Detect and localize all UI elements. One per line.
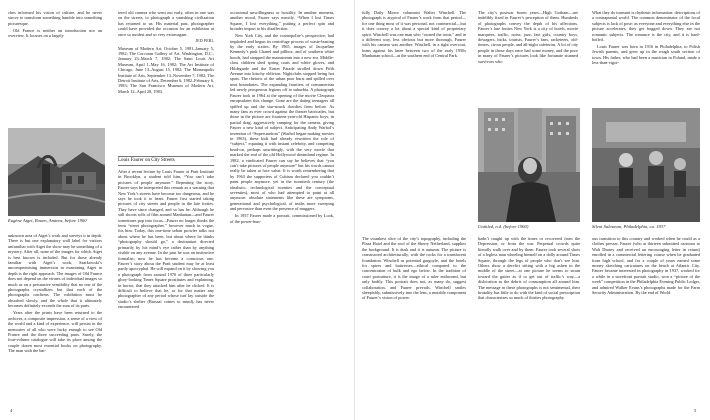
caption-title: Rouen, Amiens (34, 218, 63, 223)
page-gutter (354, 0, 355, 420)
section-title: Louis Faurer on City Streets (118, 158, 175, 163)
left-col1-top (8, 10, 102, 38)
caption-silent-salesman (592, 224, 665, 229)
paragraph: unknown area of Atget’s work and surveys it in depth. There is but one explanatory wall label for visitors unfamiliar with Atget the show may be something of a mystery. After all, none of the images for which Atget is best known is included. But for those already familiar with Atget’s work, Szarkowski’s uncompromising immersion in examining Atget in depth is the right approach. The images of Old France does not depend on the virtues of individual images so much as on a persuasive sensibility that no one of the photographs crystallizes but that each of the photographs confirms. The exhibition must be absorbed slowly, and the whole that it ultimately becomes definitely exceeds the sum of its parts. (8, 233, 102, 309)
paragraph: ous transition to this country and worked when he could as a clothes presser. Faurer (who at thirteen submitted cartoons to Walt Disney and received an encouraging letter in return) enrolled in a commercial lettering course when he graduated from high school, and for a couple of years earned some money sketching caricatures on the beach at Atlantic City. Faurer became interested in photography in 1937, worked for a while in a storefront portrait studio, won a “picture of the week” competition in the Philadelphia Evening Public Ledger, and admired Walker Evans’s photographs made for the Farm Security Administration. By the end of World (592, 236, 700, 296)
caption-label: Eugène Atget, (8, 218, 35, 223)
left-col2-bottom (118, 169, 214, 405)
page-number-left: 4 (10, 408, 13, 413)
photo-atget-rouen (8, 128, 105, 216)
right-col3 (592, 10, 700, 100)
paragraph: Louis Faurer was born in 1916 in Philadelphia, to Polish Jewish parents, and grew up in the rough south section of town. His father, who had been a musician in Poland, made a less-than-vigor- (592, 44, 700, 66)
photo-silent-salesman (592, 108, 700, 222)
section-rule (118, 156, 214, 157)
photo-untitled-winchell (478, 108, 580, 222)
photo-atget-image (8, 128, 105, 216)
right-col1 (362, 10, 466, 160)
paragraph: Old France is neither an introduction nor an overview. It focuses on a largely (8, 27, 102, 38)
paragraph: occasional unwillingness or hostility. In another moment, another mood, Faurer says merrily, “When I lost Times Square, I lost everything,” putting a perfect spin and broader import to his disaffection. (230, 10, 334, 32)
right-bottom-col1 (362, 236, 466, 405)
paragraph: hadn’t caught up with the times or recovered from the Depression, or from the war. Perpetual crowds quite literally walk over and by them. Faurer took several shots of a legless man wheeling himself on a dolly around Times Square, through the legs of people who don’t see him. Others show a derelict sitting with a big ashen in the middle of the street—at one picture he seems to strain toward the gutter as if to get out of traffic’s way—a dislocation as the debris of consumption all around him. The message in these photographs is not sentimental, their brutality has little to do with the kind of social prescription that characterizes so much of thirties photography. (478, 236, 580, 301)
right-bottom-col2 (478, 236, 580, 405)
paragraph: After a recent lecture by Louis Faurer at Pratt Institute in Brooklyn, a student told him, “You can’t take pictures of people anymore.” Repeating the story, Faurer says he interpreted this remark as a warning that New York’s streets have become too dangerous, and he says he took it to heart. Faurer first started taking pictures of city streets and people in the late forties. They have since changed, and so has he. Although he still shoots rolls of film around Manhattan—and Faurer sometimes pop into focus—Faurer no longer thinks the term “street photographer,” however much in vogue, fits him. Today, this one-time urban prowler talks not about where he has been, but about where he thinks “photography should go,” a destination directed primarily by his mind’s eye rather than by anything visible on any avenue. In the past he was an instinctive formalist; now he has become a conscious one. Faurer’s story about the Pratt student may be at least partly apocryphal. He will expand on it by showing you a photograph from around 1970 of three particularly glory-looking Times Square prostitutes and explaining, in horror, that they attacked him after he clicked. It is difficult to believe that he, or for that matter any photographer of any period whose turf lay outside the studio’s shelter (Brassaï comes to mind), has never encountered (118, 169, 214, 310)
paragraph: The city’s postwar boom years—High Gotham—are indelibly fixed in Faurer’s perception of them. Hundreds of photographs convey the depth of his affections. Faurer’s late forties New York is a city of hotels, movie marquees, traffic, noise, jazz, fast girls, country boys, dowagers, hicks, tourists, Faurer’s fans, racketeers, old-timers, circus people, and all-night cafeterias. A lot of city people in those days once had some money, and the poor in many of Faurer’s pictures look like fortunate stunned survivors who (478, 10, 578, 64)
paragraph: ches informed his vision of culture, and he never strove to transform something humble into something picturesque. (8, 10, 102, 26)
caption-date: , before 1900 (62, 218, 87, 223)
paragraph: tered old camera who went out early, often in one was on the streets, to photograph a vanishing civilization has returned to us. His material past, photographer could have provided the occasion for an exhibition at once so modest and so very extravagant. (118, 10, 214, 37)
section-rule (118, 165, 214, 166)
caption-untitled (478, 224, 528, 229)
paragraph: fully Daily Mirror columnist Walter Winchell. The photograph is atypical of Faurer’s work from that period—for one thing most of it was personal, not commercial—but it does convey a lot about a special kind of proprietary spirit. Winchell was one man who “owned the town,” and in a different way, less obvious but more thorough, Faurer with his camera was another. Winchell, in a tight overcoat, leans against his knee between two of the early 1950s Manhattan school—at the southern end of Central Park. (362, 10, 466, 59)
caption-date: , n.d. (before 1960) (493, 224, 529, 229)
paragraph: Years after the prints have been returned to the archives, a composite impression, a sense of a view of the world and a kind of experience, will persist in the memories of all who were lucky enough to see Old France and the three succeeding parts. Surely, the four-volume catalogue will take its place among the couple dozen most essential books on photography. The man with the bat- (8, 310, 102, 354)
paragraph: The swankest slice of the city’s topography, including the Plaza Hotel and the roof of the Sherry Netherland, supplies the background. It is dusk and it is autumn. The picture is constructed architecturally, with the rocks for a translucent foundation. Winchell as potential gargoyle, and the hotels for spires and buttresses—ethical compared to the concentration of bulk and ego below. In the tradition of court portraiture, it is the image of a ruler enthroned, but only bodily. This portrait does not, as many do, suggest collaboration, and Faurer prevails. Winchell smiles sheepishly, submissively into the lens, a mutable component of Faurer’s vision of power. (362, 236, 466, 301)
left-col2-top (118, 10, 214, 152)
page-number-right: 5 (694, 408, 697, 413)
exhibition-venues: Museum of Modern Art, October 5, 1981–January 5, 1982; The Corcoran Gallery of Art, Washington, D.C., January 23–March 7, 1982; The Saint Louis Art Museum, April 1–May 16, 1982; The Art Institute of Chicago, June 13–August 15, 1982; The Minneapolis Institute of Arts, September 13–November 7, 1982; The Detroit Institute of Arts, December 6, 1982–February 6, 1983; The San Francisco Museum of Modern Art, March 12–April 28, 1983. (118, 45, 214, 94)
right-col2 (478, 10, 578, 100)
right-bottom-col3 (592, 236, 700, 405)
photo-untitled-image (478, 108, 580, 222)
caption-title: Silent Salesman (592, 224, 622, 229)
paragraph: New York City, and the cosmopolite’s perspective, had imploded and begun its centrifuge process of waste-busting by the early sixties. By 1965, images of Jacqueline Kennedy’s pink Chanel and pillbox, and of southern white hoods, had strapped the mainstream into a new era. Middle-class children shed spring coats and white gloves, and Hildegarde and the Easter Parade strolled down Fifth Avenue into kitschy oblivion. Nightclubs stopped being hot spots. The rhetoric of the urban poor burst and spilled over neat boundaries. The expanding frontiers of consumerism led newly prosperous legions off to suburbia. A photograph Faurer took in 1964 at the opening of the movie Cleopatra encapsulates this change. Gone are the dating teenagers all spiffed up and the star-struck dowdies from before. As many fans as ever crowd against the theater barricades, but those in the picture are fourteen-year-old Hispanic boys, in partial drag, aggressively camping for the camera, giving Faurer a new kind of subject. Anticipating Andy Warhol’s invention of “Superstardom” (Warhol began making movies in 1963), these kids had already rewritten the role of “subject,” equating it with instant celebrity, and competing head-on, perhaps unwittingly, with the very movie that marked the end of the old Hollywood dreamland regime. In 1982, a vindicated Faurer can say he believes that “you can’t take pictures of people anymore” but his words cannot really be taken at face value. It is worth remembering that by 1963 the supporters of Cubism declared you couldn’t paint people anymore, yet in the twentieth century (the idealistic, technological twenties and the conceptual seventies), most of who had attempted to paint at all anymore: absolute statements like these are symptoms, generational and psychological, of truths more sweeping and pervasive than even the presence of muggers. (230, 33, 334, 212)
caption-place: , Philadelphia, ca. 1937 (621, 224, 666, 229)
left-col3 (230, 10, 334, 405)
photo-silent-salesman-image (592, 108, 700, 222)
paragraph: What they do transmit is rhythmic information: descriptions of a contrapuntal world. The common denominator of the focal subjects is lack of pose: as everyone and everything else in the picture accelerates, they get bogged down. They are not romantic subjects. The romance is the city, and it is hard-boiled. (592, 10, 700, 43)
paragraph: In 1957 Faurer made a portrait, commissioned by Look, of the power-hun- (230, 213, 334, 224)
author-credit: JED PERL (195, 38, 214, 43)
left-col1-bottom (8, 233, 102, 405)
caption-atget (8, 218, 87, 223)
caption-title: Untitled (478, 224, 494, 229)
